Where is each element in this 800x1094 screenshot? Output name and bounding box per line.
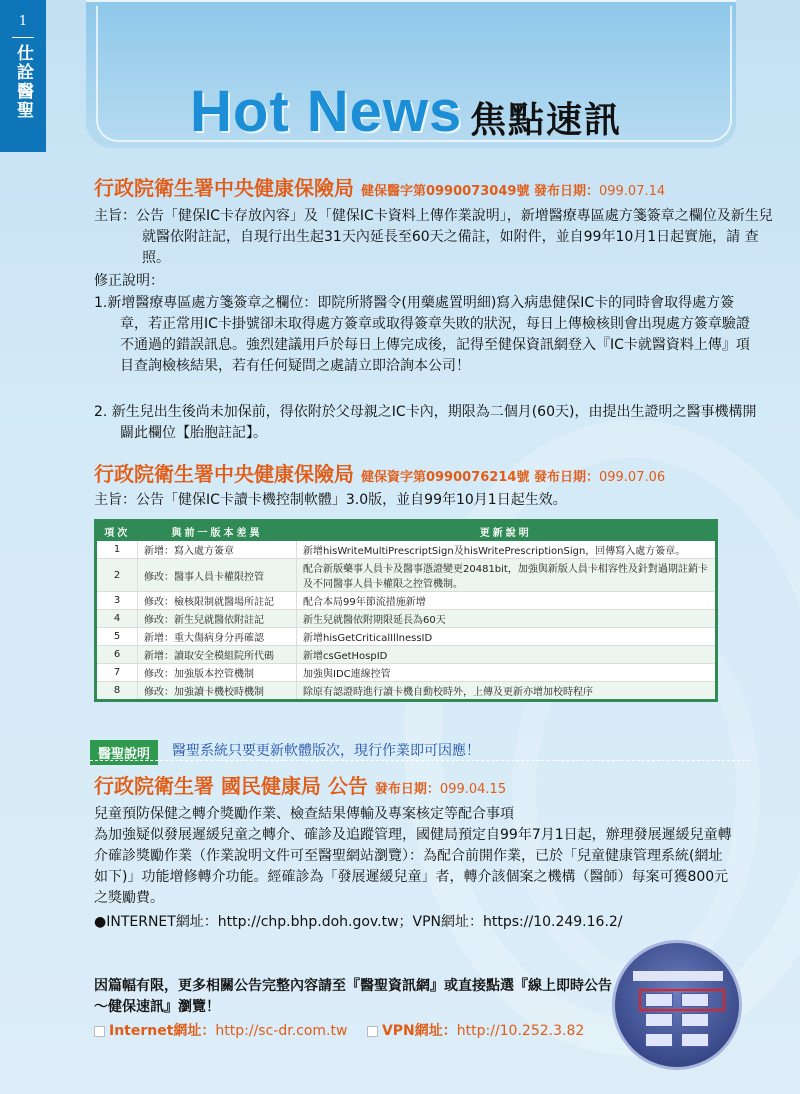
news2-doc-no: 健保資字第0990076214號	[360, 470, 530, 485]
news3-line-1: 兒童預防保健之轉介獎勵作業、檢查結果傳輸及專案核定等配合事項	[94, 806, 514, 822]
table-row	[96, 592, 717, 610]
row-number: 1	[96, 541, 138, 559]
news1-agency: 行政院衛生署中央健康保險局	[94, 176, 354, 200]
news2-meta	[361, 470, 665, 485]
news3-urls: ●INTERNET網址：http://chp.bhp.doh.gov.tw；VPN網址：https://10.249.16.2/	[94, 914, 623, 930]
news1-header	[94, 172, 665, 201]
row-desc: 新增csGetHospID	[297, 646, 717, 664]
table-row	[96, 664, 717, 682]
news2-date: 099.07.06	[598, 470, 666, 485]
explanation-tag: 醫聖說明	[90, 740, 158, 765]
news1-date-label: 發布日期：	[533, 184, 599, 199]
row-number: 6	[96, 646, 138, 664]
row-diff: 修改：醫事人員卡權限控管	[138, 559, 297, 592]
side-tab	[0, 0, 46, 152]
side-tab-title: 仕詮醫聖	[13, 44, 33, 120]
table-row	[96, 682, 717, 701]
news2-date-label: 發布日期：	[533, 470, 599, 485]
thumbnail-highlight	[639, 989, 725, 1011]
row-number: 4	[96, 610, 138, 628]
table-row	[96, 541, 717, 559]
row-diff: 修改：加強版本控管機制	[138, 664, 297, 682]
section-divider	[90, 760, 750, 761]
table-row	[96, 646, 717, 664]
news1-meta	[361, 184, 665, 199]
screenshot-thumbnail	[612, 940, 742, 1070]
internet-label: Internet網址：	[109, 1023, 216, 1039]
news3-date-label: 發布日期：	[374, 782, 440, 797]
row-diff: 修改：加強讀卡機校時機制	[138, 682, 297, 701]
row-number: 2	[96, 559, 138, 592]
news1-date: 099.07.14	[598, 184, 666, 199]
table-row	[96, 628, 717, 646]
row-desc: 新增hisWriteMultiPrescriptSign及hisWritePrescriptionSign，回傳寫入處方簽章。	[297, 541, 717, 559]
internet-link[interactable]: http://sc-dr.com.tw	[215, 1023, 348, 1039]
vpn-link[interactable]: http://10.252.3.82	[456, 1023, 585, 1039]
table-header-row	[96, 521, 717, 542]
row-desc: 配合新版藥事人員卡及醫事憑證變更20481bit，加強與新版人員卡相容性及針對過期註銷卡及不同醫事人員卡權限之控管機制。	[297, 559, 717, 592]
page-number: 1	[18, 14, 28, 29]
side-tab-divider	[12, 37, 34, 38]
news1-item-1: 1.新增醫療專區處方箋簽章之欄位：即院所將醫令(用藥處置明細)寫入病患健保IC卡的同時會取得處方簽章，若正常用IC卡掛號卻未取得處方簽章或取得簽章失敗的狀況，每日上傳檢核則會出現處方簽章驗證不通過的錯誤訊息。強烈建議用戶於每日上傳完成後，記得至健保資訊網登入『IC卡就醫資料上傳』項目查詢檢核結果，若有任何疑問之處請立即洽詢本公司！	[94, 295, 750, 374]
row-desc: 配合本局99年節流措施新增	[297, 592, 717, 610]
table-header-diff: 與前一版本差異	[138, 521, 297, 542]
row-diff: 新增：重大傷病身分再確認	[138, 628, 297, 646]
table-row	[96, 610, 717, 628]
news2-agency: 行政院衛生署中央健康保險局	[94, 462, 354, 486]
thumbnail-button	[681, 1013, 709, 1027]
news1-doc-no: 健保醫字第0990073049號	[360, 184, 530, 199]
row-number: 7	[96, 664, 138, 682]
table-header-desc: 更新說明	[297, 521, 717, 542]
news3-line-2: 為加強疑似發展遲緩兒童之轉介、確診及追蹤管理，國健局預定自99年7月1日起，辦理發展遲緩兒童轉介確診獎勵作業（作業說明文件可至醫聖網站瀏覽）：為配合前開作業，已於「兒童健康管理系統(網址如下)」功能增修轉介功能。經確診為「發展遲緩兒童」者，轉介該個案之機構（醫師）每案可獲800元之獎勵費。	[94, 827, 732, 906]
row-desc: 除原有認證時進行讀卡機自動校時外，上傳及更新亦增加校時程序	[297, 682, 717, 701]
footer-note: 因篇幅有限，更多相關公告完整內容請至『醫聖資訊網』或直接點選『線上即時公告～健保速訊』瀏覽！	[94, 978, 612, 1015]
row-diff: 新增：讀取安全模組院所代碼	[138, 646, 297, 664]
row-diff: 修改：新生兒就醫依附註記	[138, 610, 297, 628]
hot-news-title: Hot News	[190, 79, 463, 144]
explanation-text: 醫聖系統只要更新軟體版次，現行作業即可因應！	[172, 743, 480, 759]
vpn-label: VPN網址：	[381, 1023, 457, 1039]
footer-links	[94, 1020, 584, 1040]
row-number: 5	[96, 628, 138, 646]
news3-header	[94, 770, 506, 799]
thumbnail-button	[681, 1033, 709, 1047]
row-desc: 新增hisGetCriticalIllnessID	[297, 628, 717, 646]
thumbnail-button	[645, 1033, 673, 1047]
news2-header	[94, 458, 665, 487]
news3-meta	[375, 782, 506, 797]
square-bullet-icon	[367, 1026, 378, 1037]
news3-date: 099.04.15	[439, 782, 507, 797]
thumbnail-toolbar	[633, 971, 723, 981]
row-number: 3	[96, 592, 138, 610]
version-diff-table	[94, 519, 718, 702]
table-row	[96, 559, 717, 592]
news1-subject: 主旨：公告「健保IC卡存放內容」及「健保IC卡資料上傳作業說明」，新增醫療專區處方箋簽章之欄位及新生兒就醫依附註記，自現行出生起31天內延長至60天之備註，如附件，並自99年10月1日起實施，請 查照。	[94, 208, 773, 266]
square-bullet-icon	[94, 1026, 105, 1037]
row-desc: 新生兒就醫依附期限延長為60天	[297, 610, 717, 628]
news1-item-2: 2. 新生兒出生後尚未加保前，得依附於父母親之IC卡內，期限為二個月(60天)，由提出生證明之醫事機構開闢此欄位【胎胞註記】。	[94, 404, 757, 441]
row-desc: 加強與IDC連線控管	[297, 664, 717, 682]
hot-news-subtitle: 焦點速訊	[470, 100, 623, 141]
table-header-no: 項次	[96, 521, 138, 542]
news2-subject: 主旨：公告「健保IC卡讀卡機控制軟體」3.0版，並自99年10月1日起生效。	[94, 492, 567, 508]
row-diff: 修改：檢核限制就醫場所註記	[138, 592, 297, 610]
thumbnail-button	[645, 1013, 673, 1027]
row-number: 8	[96, 682, 138, 701]
news1-revision-title: 修正說明：	[94, 273, 164, 289]
news3-agency: 行政院衛生署 國民健康局 公告	[94, 774, 368, 798]
row-diff: 新增：寫入處方簽章	[138, 541, 297, 559]
